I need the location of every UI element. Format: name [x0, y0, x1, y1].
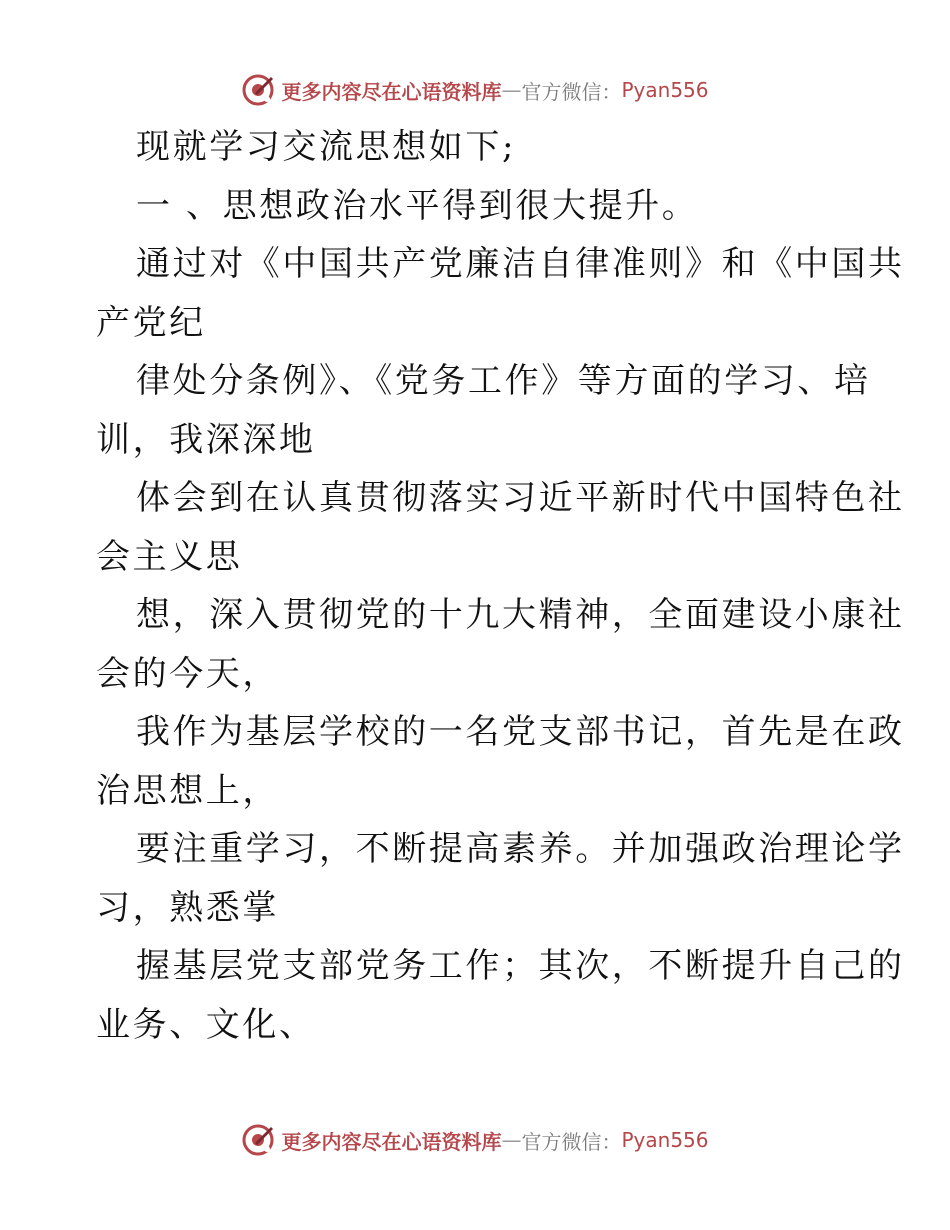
body-line: 我作为基层学校的一名党支部书记，首先是在政: [136, 712, 905, 752]
pen-logo-icon: [241, 1123, 275, 1157]
pen-logo-icon: [241, 73, 275, 107]
body-line: 现就学习交流思想如下;: [136, 127, 517, 167]
watermark-wechat-label: 官方微信：: [521, 1129, 622, 1154]
body-line: 习，熟悉掌: [96, 887, 279, 928]
body-line: 想，深入贯彻党的十九大精神，全面建设小康社: [136, 595, 905, 635]
footer-watermark: [0, 1120, 950, 1160]
body-line: 握基层党支部党务工作；其次，不断提升自己的: [136, 946, 905, 986]
watermark-wechat-label: 官方微信：: [521, 79, 622, 104]
watermark-separator: —: [501, 78, 522, 102]
watermark-site-text: 更多内容尽在心语资料库: [281, 79, 502, 104]
body-line: 治思想上，: [96, 770, 279, 811]
watermark-wechat-id: Pyan556: [621, 78, 709, 102]
body-line: 要注重学习，不断提高素养。并加强政治理论学: [136, 829, 905, 869]
body-line: 训，我深深地: [96, 419, 316, 460]
watermark-wechat-id: Pyan556: [621, 1128, 709, 1152]
watermark-separator: —: [501, 1128, 522, 1152]
header-watermark: [0, 70, 950, 110]
section-heading: 一 、思想政治水平得到很大提升。: [136, 185, 699, 226]
body-line: 通过对《中国共产党廉洁自律准则》和《中国共: [136, 244, 905, 284]
body-line: 产党纪: [96, 302, 206, 343]
body-line: 会的今天，: [96, 653, 279, 694]
body-line: 律处分条例》、《党务工作》等方面的学习、培: [136, 361, 871, 401]
document-body: [96, 118, 905, 1054]
watermark-site-text: 更多内容尽在心语资料库: [281, 1129, 502, 1154]
body-line: 会主义思: [96, 536, 243, 577]
body-line: 体会到在认真贯彻落实习近平新时代中国特色社: [136, 478, 905, 518]
body-line: 业务、文化、: [96, 1004, 316, 1045]
